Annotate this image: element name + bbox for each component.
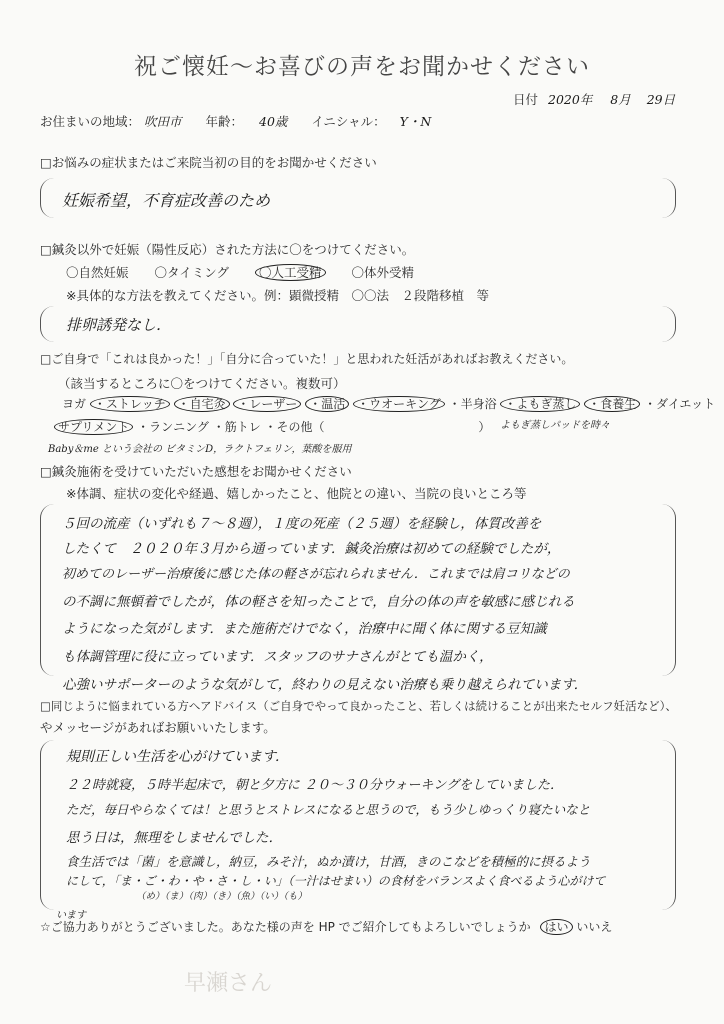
opt-other-close: ） [478,420,491,434]
q5-line-7: （め）（ま）（肉）（き）（魚）（い）（も） [136,891,308,902]
q2-options [66,263,414,281]
opt-yomogi[interactable]: ・よもぎ蒸し [500,396,580,412]
q3-sub: （該当するところに〇をつけてください。複数可） [58,376,346,391]
opt-supplement[interactable]: サプリメント [54,419,133,435]
q4-line-5: ようになった気がします．また施術だけでなく，治療中に聞く体に関する豆知識 [62,621,547,637]
q5-line-5: 食生活では「菌」を意識し，納豆，みそ汁，ぬか漬け，甘酒，きのこなどを積極的に摂るよう [66,854,591,869]
q2-answer: 排卵誘発なし． [66,316,172,334]
opt-walking[interactable]: ・ウオーキング [353,396,445,412]
faint-mark: 早瀬さん [184,971,273,996]
option-timing[interactable]: 〇タイミング [154,265,230,280]
age-value: 40歳 [259,114,288,129]
yomogi-note: よもぎ蒸しパッドを時々 [500,420,610,431]
opt-muscle[interactable]: ・筋トレ [212,420,261,434]
q3-label: □ご自身で「これは良かった！」「自分に合っていた！」と思われた妊活があればお教えください。 [40,352,574,366]
q4-line-7: 心強いサポーターのような気がして，終わりの見えない治療も乗り越えられています． [62,677,588,693]
option-artificial[interactable]: 〇人工受精 [255,264,326,281]
q4-note: ※体調、症状の変化や経過、嬉しかったこと、他院との違い、当院の良いところ等 [66,486,527,501]
q4-line-6: も体調管理に役に立っています．スタッフのサナさんがとても温かく， [62,649,493,665]
q2-note: ※具体的な方法を教えてください。例：顕微授精 〇〇法 ２段階移植 等 [66,288,489,303]
area-value: 吹田市 [144,114,182,129]
q5-label2: やメッセージがあればお願いいたします。 [40,720,276,735]
footer-row [40,918,612,935]
consent-no[interactable]: いいえ [576,920,613,934]
page-title: 祝ご懐妊〜お喜びの声をお聞かせください [134,54,590,80]
q5-line-1: 規則正しい生活を心がけています． [66,749,289,765]
initial-value: Y・N [399,114,432,129]
opt-yoga[interactable]: ヨガ [62,397,87,411]
consent-yes[interactable]: はい [540,919,572,935]
supplement-note: Baby＆me という会社の ビタミンD，ラクトフェリン，葉酸を服用 [48,444,352,455]
q4-line-2: したくて ２０２０年３月から通っています．鍼灸治療は初めての経験でしたが， [62,541,561,557]
option-ivf[interactable]: 〇体外受精 [351,265,415,280]
opt-laser[interactable]: ・レーザー [233,396,301,412]
q4-line-3: 初めてのレーザー治療後に感じた体の軽さが忘れられません．これまでは肩コリなどの [62,567,570,582]
option-natural[interactable]: 〇自然妊娠 [66,265,129,280]
opt-other[interactable]: ・その他（ [264,420,325,434]
opt-stretch[interactable]: ・ストレッチ [90,396,170,412]
area-label: お住まいの地域： [40,114,141,129]
date-label: 日付 [513,92,539,107]
q4-label: □鍼灸施術を受けていただいた感想をお聞かせください [40,464,352,479]
q5-label: □同じように悩まれている方へアドバイス（ご自身でやって良かったこと、若しくは続けることが出来たセルフ妊活など）、 [40,699,677,713]
q2-label: □鍼灸以外で妊娠（陽性反応）された方法に〇をつけてください。 [40,242,415,257]
q5-line-6: にして，「ま・ご・わ・や・さ・し・い」（一汁はせまい）の食材をバランスよく食べるよう心がけて [66,874,606,888]
opt-warm[interactable]: ・温活 [305,396,349,412]
opt-diet-food[interactable]: ・食養生 [584,396,640,412]
initial-label: イニシャル： [311,114,386,129]
footer-text: ☆ご協力ありがとうございました。あなた様の声を HP でご紹介してもよろしいでしょうか [40,920,531,934]
q3-row1 [62,395,715,412]
opt-halfbath[interactable]: ・半身浴 [448,397,497,411]
q4-line-4: の不調に無頓着でしたが，体の軽さを知ったことで，自分の体の声を敏感に感じれる [62,594,575,610]
date-row [513,90,675,108]
date-year: 2020年 [548,92,593,107]
q1-label: □お悩みの症状またはご来院当初の目的をお聞かせください [40,155,377,170]
q5-line-2: ２２時就寝，５時半起床で，朝と夕方に ２０〜３０分ウォーキングをしていました． [66,778,563,793]
q5-line-8: います [56,910,86,921]
date-month: 8月 [610,92,631,107]
opt-running[interactable]: ・ランニング [137,420,209,434]
q5-line-4: 思う日は，無理をしませんでした． [66,830,282,846]
q5-line-3: ただ，毎日やらなくては！と思うとストレスになると思うので，もう少しゆっくり寝たいなと [66,802,591,817]
opt-moxa[interactable]: ・自宅灸 [174,396,230,412]
q1-answer: 妊娠希望，不育症改善のため [62,191,271,210]
date-day: 29日 [646,92,676,107]
opt-diet[interactable]: ・ダイエット [644,397,716,411]
q3-row2 [54,418,490,435]
info-row [40,112,431,130]
q4-line-1: ５回の流産（いずれも７〜８週），１度の死産（２５週）を経験し，体質改善を [62,516,542,532]
age-label: 年齢： [205,114,244,129]
